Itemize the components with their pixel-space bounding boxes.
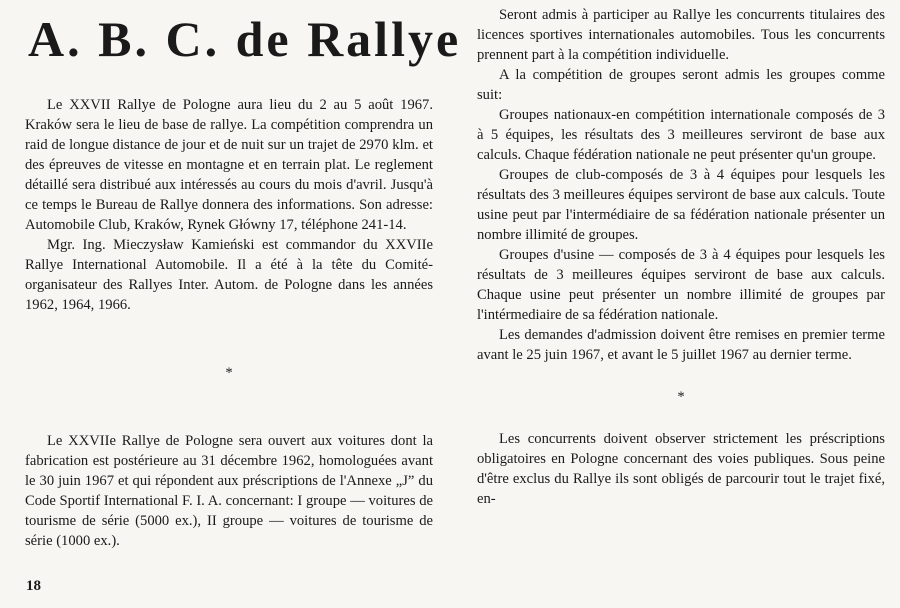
- paragraph: Groupes nationaux-en compétition internationale composés de 3 à 5 équipes, les résultats des 3 meilleures serviront de base aux calculs. Chaque fédération nationale ne peut présenter qu'un groupe.: [477, 107, 885, 163]
- paragraph: Les concurrents doivent observer strictement les préscriptions obligatoires en Pologne concernant des voies publiques. Sous peine d'être exclus du Rallye ils sont obligés de parcourir tout le trajet fixé, en-: [477, 431, 885, 507]
- paragraph: A la compétition de groupes seront admis les groupes comme suit:: [477, 67, 885, 103]
- paragraph: Seront admis à participer au Rallye les concurrents titulaires des licences sportives internationales automobiles. Tous les concurrents prennent part à la compétition individuelle.: [477, 7, 885, 63]
- paragraph: Les demandes d'admission doivent être remises en premier terme avant le 25 juin 1967, et avant le 5 juillet 1967 au dernier terme.: [477, 327, 885, 363]
- section-separator: *: [677, 389, 685, 405]
- spacer: [25, 391, 433, 431]
- left-column: [25, 95, 433, 551]
- spacer: [477, 365, 885, 387]
- spacer: [477, 407, 885, 429]
- section-separator: *: [225, 365, 233, 381]
- paragraph: Mgr. Ing. Mieczysław Kamieński est commandor du XXVIIe Rallye International Automobile. Il a été à la tête du Comité-organisateur des Rallyes Inter. Autom. de Pologne dans les années 1962, 1964, 1966.: [25, 237, 433, 313]
- page-number: 18: [26, 578, 41, 594]
- paragraph: Le XXVIIe Rallye de Pologne sera ouvert aux voitures dont la fabrication est postérieure au 31 décembre 1962, homologuées avant le 30 juin 1967 et qui répondent aux préscriptions de l'Annexe „J” du Code Sportif International F. I. A. concernant: I groupe — voitures de tourisme de série (5000 ex.), II groupe — voitures de tourisme de série (1000 ex.).: [25, 433, 433, 549]
- paragraph: Le XXVII Rallye de Pologne aura lieu du 2 au 5 août 1967. Kraków sera le lieu de base de rallye. La compétition comprendra un raid de longue distance de jour et de nuit sur un trajet de 2970 klm. et des épreuves de vitesse en montagne et en terrain plat. Le reglement détaillé sera distribué aux intéressés au cours du mois d'avril. Jusqu'à ce temps le Bureau de Rallye donnera des informations. Son adresse: Automobile Club, Kraków, Rynek Główny 17, téléphone 241-14.: [25, 97, 433, 233]
- page-title: A. B. C. de Rallye: [28, 11, 462, 67]
- paragraph: Groupes de club-composés de 3 à 4 équipes pour lesquels les résultats des 3 meilleures équipes serviront de base aux calculs. Toute usine peut par l'intermédiaire de sa fédération nationale présenter un nombre illimité de groupes.: [477, 167, 885, 243]
- right-column: [477, 5, 885, 509]
- spacer: [25, 315, 433, 355]
- paragraph: Groupes d'usine — composés de 3 à 4 équipes pour lesquels les résultats de 3 meilleures équipes serviront de base aux calculs. Chaque usine peut présenter un nombre illimité de groupes par l'intérmediaire de sa fédération nationale.: [477, 247, 885, 323]
